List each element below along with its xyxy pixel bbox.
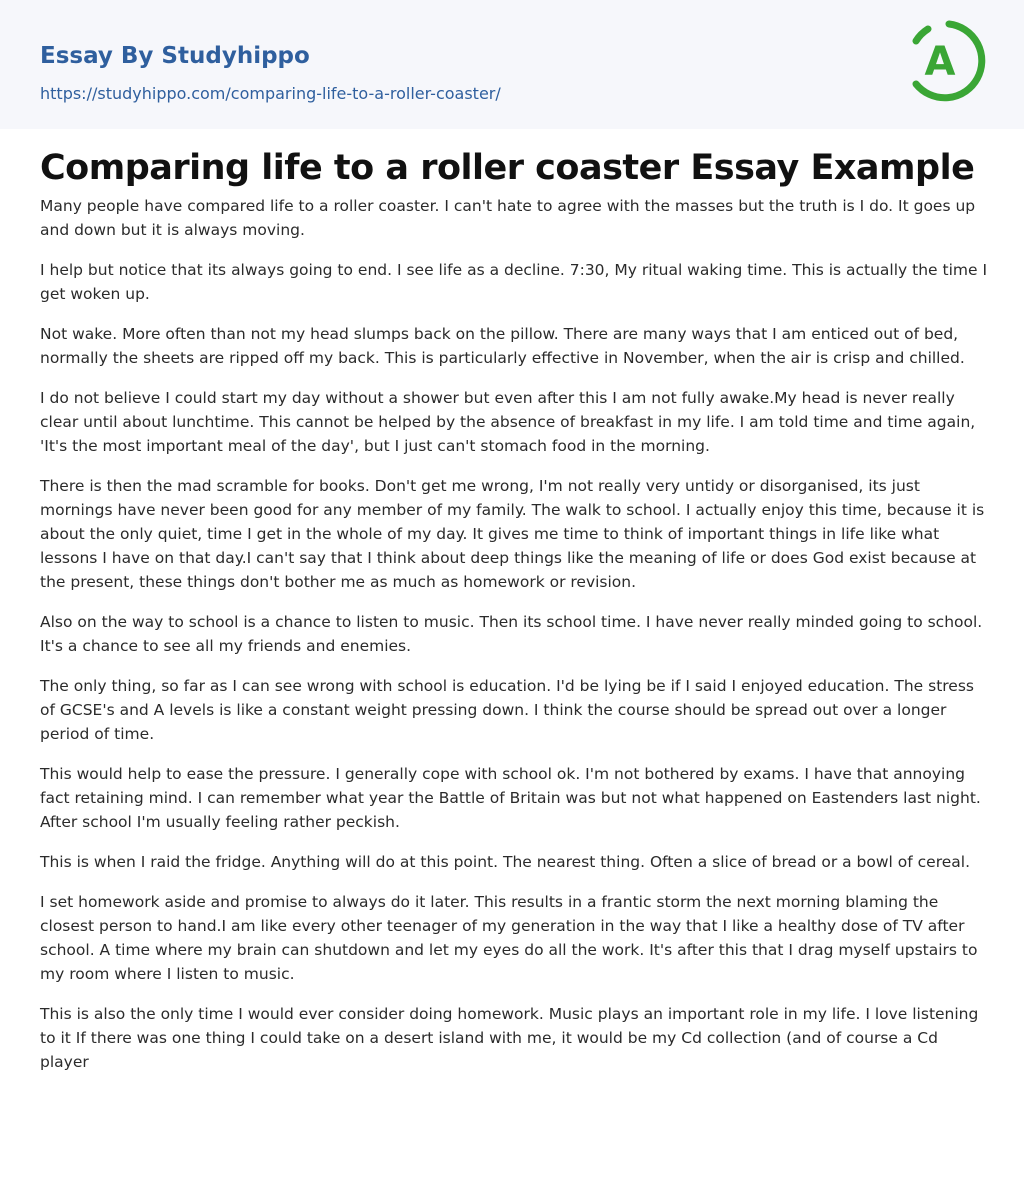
essay-paragraph: Also on the way to school is a chance to listen to music. Then its school time. I have never really minded going to school. It's a chance to see all my friends and enemies. xyxy=(40,613,983,655)
source-url-link[interactable]: https://studyhippo.com/comparing-life-to-a-roller-coaster/ xyxy=(40,84,501,103)
essay-paragraph: Not wake. More often than not my head slumps back on the pillow. There are many ways that I am enticed out of bed, normally the sheets are ripped off my back. This is particularly effective in November, when the air is crisp and chilled. xyxy=(40,325,965,367)
essay-paragraph: I help but notice that its always going to end. I see life as a decline. 7:30, My ritual waking time. This is actually the time I get woken up. xyxy=(40,261,988,303)
essay-paragraph: This is also the only time I would ever consider doing homework. Music plays an important role in my life. I love listening to it If there was one thing I could take on a desert island with me, it would be my Cd collection (and of course a Cd player xyxy=(40,1005,979,1071)
site-header xyxy=(0,0,1024,129)
essay-paragraph: I set homework aside and promise to always do it later. This results in a frantic storm the next morning blaming the closest person to hand.I am like every other teenager of my generation in the way that I like a healthy dose of TV after school. A time where my brain can shutdown and let my eyes do all the work. It's after this that I drag myself upstairs to my room where I listen to music. xyxy=(40,893,978,983)
essay-paragraph: This is when I raid the fridge. Anything will do at this point. The nearest thing. Often a slice of bread or a bowl of cereal. xyxy=(40,853,971,871)
brand-title: Essay By Studyhippo xyxy=(40,43,310,69)
essay-paragraph: There is then the mad scramble for books. Don't get me wrong, I'm not really very untidy or disorganised, its just mornings have never been good for any member of my family. The walk to school. I actually enjoy this time, because it is about the only quiet, time I get in the whole of my day. It gives me time to think of important things in life like what lessons I have on that day.I can't say that I think about deep things like the meaning of life or does God exist because at the present, these things don't bother me as much as homework or revision. xyxy=(40,477,985,591)
essay-paragraph: Many people have compared life to a roller coaster. I can't hate to agree with the masses but the truth is I do. It goes up and down but it is always moving. xyxy=(40,197,976,239)
essay-paragraph: The only thing, so far as I can see wrong with school is education. I'd be lying be if I said I enjoyed education. The stress of GCSE's and A levels is like a constant weight pressing down. I think the course should be spread out over a longer period of time. xyxy=(40,677,974,743)
essay-paragraph: This would help to ease the pressure. I generally cope with school ok. I'm not bothered by exams. I have that annoying fact retaining mind. I can remember what year the Battle of Britain was but not what happened on Eastenders last night. After school I'm usually feeling rather peckish. xyxy=(40,765,981,831)
essay-body xyxy=(40,194,990,1090)
logo-letter: A xyxy=(924,39,956,85)
essay-paragraph: I do not believe I could start my day without a shower but even after this I am not fully awake.My head is never really clear until about lunchtime. This cannot be helped by the absence of breakfast in my life. I am told time and time again, 'It's the most important meal of the day', but I just can't stomach food in the morning. xyxy=(40,389,976,455)
studyhippo-logo-icon xyxy=(912,19,986,105)
essay-title: Comparing life to a roller coaster Essay Example xyxy=(40,148,975,188)
